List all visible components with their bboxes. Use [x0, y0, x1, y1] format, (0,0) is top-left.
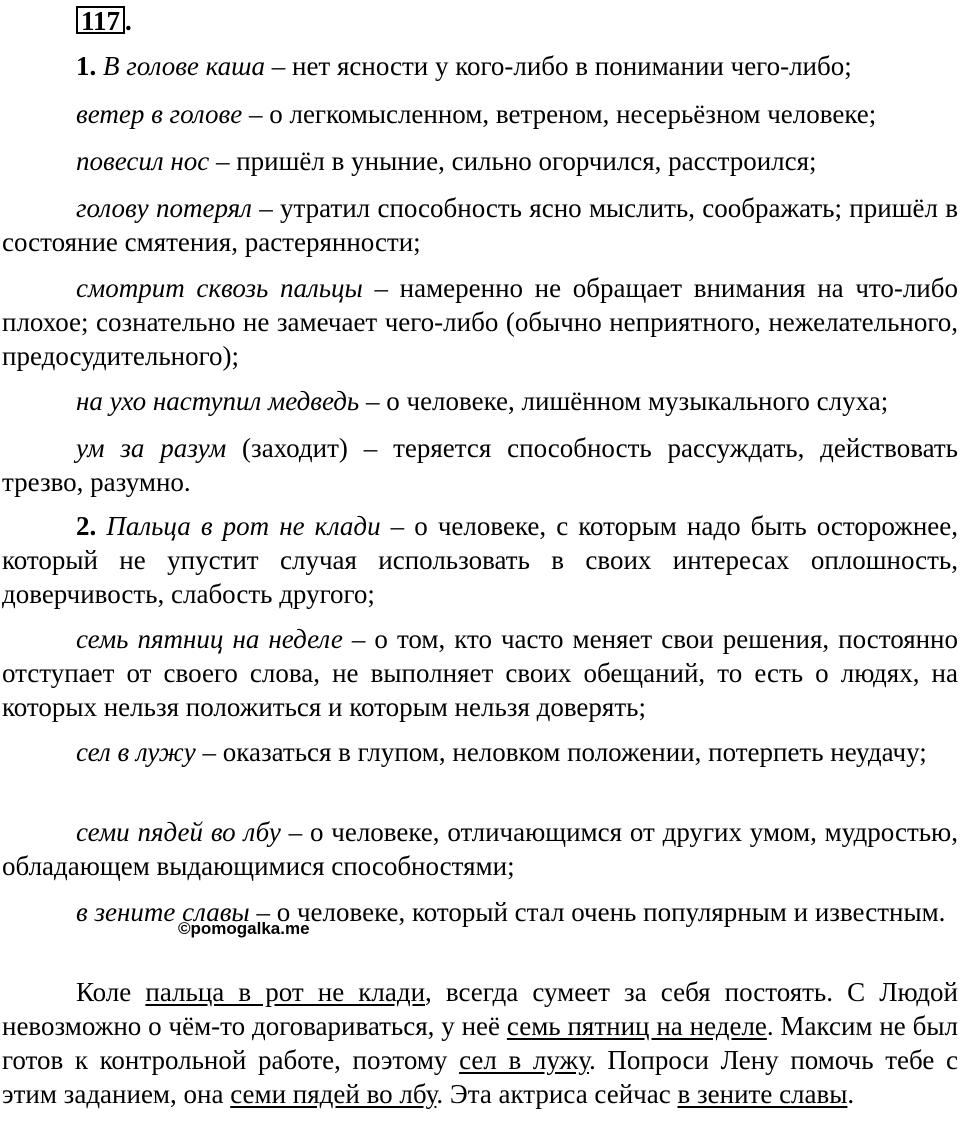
idiom-meaning: – пришёл в уныние, сильно огорчился, расстроился; [209, 146, 817, 176]
idiom-phrase: В голове каша [103, 51, 265, 81]
idiom-phrase: повесил нос [76, 146, 210, 176]
example-text: . Максим не был готов к контрольной работе, поэтому [2, 1011, 958, 1075]
example-paragraph [2, 975, 958, 1111]
idiom-phrase: голову потерял [76, 193, 252, 223]
idiom-phrase: на ухо наступил медведь [76, 386, 360, 416]
idiom-phrase: ум за разум [76, 433, 227, 463]
idiom-phrase: семи пядей во лбу [76, 817, 281, 847]
part2-item-2 [2, 622, 958, 724]
part2-marker: 2. [76, 511, 97, 541]
idiom-phrase: Пальца в рот не клади [106, 511, 381, 541]
example-text: . Попроси Лену помочь тебе с этим заданием, она [2, 1045, 958, 1109]
idiom-phrase: сел в лужу [76, 737, 196, 767]
idiom-meaning: – намеренно не обращает внимания на что-либо плохое; сознательно не замечает чего-либо (обычно неприятного, нежелательного, предосудительного); [2, 273, 958, 371]
idiom-phrase: семь пятниц на неделе [76, 624, 343, 654]
idiom-meaning: – о человеке, с которым надо быть осторожнее, который не упустит случая использовать в своих интересах оплошность, доверчивость, слабость другого; [2, 511, 959, 609]
idiom-meaning: – о том, кто часто меняет свои решения, постоянно отступает от своего слова, не выполняет своих обещаний, то есть о людях, на которых нельзя положиться и которым нельзя доверять; [2, 624, 959, 722]
idiom-meaning: – нет ясности у кого-либо в понимании чего-либо; [265, 51, 852, 81]
underlined-idiom: сел в лужу [459, 1045, 589, 1075]
part2-item-5 [2, 895, 958, 929]
idiom-meaning: – о человеке, лишённом музыкального слуха; [359, 386, 889, 416]
part1-item-1 [2, 49, 958, 83]
idiom-meaning: – о человеке, который стал очень популярным и известным. [249, 897, 946, 927]
part1-item-6 [2, 384, 958, 418]
idiom-phrase: смотрит сквозь пальцы [76, 273, 363, 303]
idiom-meaning: – утратил способность ясно мыслить, соображать; пришёл в состояние смятения, растерянности; [2, 193, 958, 257]
exercise-number-box: 117 [76, 6, 125, 34]
part2-item-4 [2, 815, 958, 883]
example-text: . [847, 1079, 855, 1109]
part1-item-4 [2, 191, 958, 259]
exercise-number [76, 4, 132, 34]
part1-marker: 1. [76, 51, 97, 81]
underlined-idiom: пальца в рот не клади [145, 977, 426, 1007]
exercise-number-dot: . [125, 6, 132, 36]
idiom-phrase: ветер в голове [76, 99, 243, 129]
idiom-meaning: (заходит) – теряется способность рассуждать, действовать трезво, разумно. [2, 433, 958, 497]
underlined-idiom: семь пятниц на неделе [506, 1011, 767, 1041]
underlined-idiom: в зените славы [677, 1079, 848, 1109]
idiom-phrase: в зените славы [76, 897, 250, 927]
watermark: ©pomogalka.me [178, 919, 310, 938]
underlined-idiom: семи пядей во лбу [230, 1079, 437, 1109]
idiom-meaning: – оказаться в глупом, неловком положении, потерпеть неудачу; [195, 737, 927, 767]
example-text: . Эта актриса сейчас [436, 1079, 678, 1109]
part1-item-7 [2, 431, 958, 499]
part1-item-5 [2, 271, 958, 373]
part2-item-3 [2, 735, 958, 769]
part2-item-1 [2, 509, 958, 611]
example-text: Коле [76, 977, 146, 1007]
idiom-meaning: – о человеке, отличающимся от других умом, мудростью, обладающем выдающимися способностями; [2, 817, 958, 881]
idiom-meaning: – о легкомысленном, ветреном, несерьёзном человеке; [242, 99, 877, 129]
part1-item-3 [2, 144, 958, 178]
part1-item-2 [2, 97, 958, 131]
example-text: , всегда сумеет за себя постоять. С Людой невозможно о чём-то договариваться, у неё [2, 977, 958, 1041]
